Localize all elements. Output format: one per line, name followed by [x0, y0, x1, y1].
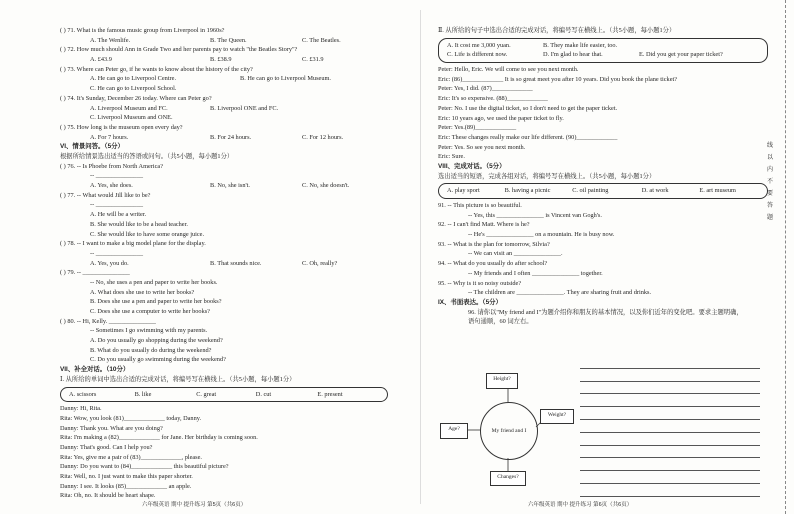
writing-lines: [580, 356, 760, 497]
dialogue-line: Rita: I'm making a (82)_____________ for Jane. Her birthday is coming soon.: [60, 434, 258, 442]
side-char: 线: [766, 143, 773, 149]
phrase-e: E. art museum: [699, 187, 736, 195]
option-c: C. The Beatles.: [302, 36, 341, 44]
option-a: A. Yes, she does.: [90, 182, 133, 190]
writing-line: [580, 458, 760, 471]
q75-options: [60, 133, 388, 143]
dialogue-line: Peter: Hello, Eric. We will come to see you next month.: [438, 66, 579, 74]
right-page: [438, 26, 768, 327]
q76: ( ) 76. -- Is Phoebe from North America?: [60, 162, 163, 170]
section-7-title: VII、补全对话。（10分）: [60, 366, 130, 374]
dialogue-line: Danny: That's good. Can I help you?: [60, 443, 153, 451]
dialogue-line: Danny: Do you want to (84)_____________ this beautiful picture?: [60, 463, 229, 471]
dialogue-line: Eric: It's so expensive. (88)_____________: [438, 95, 548, 103]
q77-option-c: C. She would like to have some orange juice.: [90, 230, 205, 238]
q93-answer: -- We can visit an _______________.: [468, 250, 563, 258]
dialogue-line: Danny: I see. It looks (85)_____________ an apple.: [60, 482, 192, 490]
q73-options: [60, 74, 388, 84]
q80-answer: -- Sometimes I go swimming with my parents.: [90, 327, 208, 335]
q79-answer: -- No, she uses a pen and paper to write her books.: [90, 278, 218, 286]
word-c: C. great: [196, 390, 217, 398]
q92-answer: -- He's _______________ on a mountain. He is busy now.: [468, 231, 615, 239]
q79-option-c: C. Does she use a computer to write her books?: [90, 308, 210, 316]
side-char: 题: [766, 215, 773, 221]
q75: ( ) 75. How long is the museum open every day?: [60, 123, 183, 131]
sentence-d: D. I'm glad to hear that.: [543, 51, 603, 59]
dialogue-line: Rita: Well, no. I just want to make this paper shorter.: [60, 473, 193, 481]
q95-answer: -- The children are _______________. They are sharing fruit and drinks.: [468, 289, 652, 297]
q74-option-c: C. Liverpool Museum and ONE.: [90, 114, 173, 122]
mind-node-changes: Changes?: [490, 471, 526, 486]
option-b: B. The Queen.: [210, 36, 247, 44]
q94: 94. -- What do you usually do after school?: [438, 260, 548, 268]
option-a: A. Liverpool Museum and FC.: [90, 104, 168, 112]
sentence-e: E. Did you get your paper ticket?: [639, 51, 723, 59]
page-divider: [420, 10, 421, 504]
mind-node-height: Height?: [486, 373, 518, 389]
q79-option-a: A. What does she use to write her books?: [90, 288, 195, 296]
writing-line: [580, 382, 760, 395]
dialogue-line: Eric: These changes really make our life different. (90)_____________: [438, 133, 618, 141]
q80-option-b: B. What do you usually do during the weekend?: [90, 346, 212, 354]
q96-requirement: 语句通顺，60 词左右。: [468, 318, 533, 326]
q77-option-b: B. She would like to be a head teacher.: [90, 220, 188, 228]
section-8-title: VIII、完成对话。（5分）: [438, 162, 506, 170]
dialogue-line: Peter: Yes.(89)_____________: [438, 124, 517, 132]
dialogue-line: Rita: Yes, give me a pair of (83)_____________, please.: [60, 453, 203, 461]
binding-warning: [764, 140, 776, 224]
word-a: A. scissors: [69, 390, 97, 398]
sentence-bank-box: [438, 38, 768, 63]
q80-option-c: C. Do you usually go swimming during the weekend?: [90, 356, 226, 364]
dialogue-line: Danny: Hi, Rita.: [60, 405, 102, 413]
option-c: C. £31.9: [302, 56, 324, 64]
writing-line: [580, 369, 760, 382]
side-char: 要: [766, 191, 773, 197]
footer-right: 六年级英语 期中 提升练习 第6页（共6页）: [528, 502, 633, 508]
option-b: B. Liverpool ONE and FC.: [210, 104, 279, 112]
option-b: B. He can go to Liverpool Museum.: [240, 75, 331, 83]
mind-node-center: My friend and I: [480, 402, 538, 460]
section-6-instructions: 根据所给情景选出适当的答语或问句。（共5小题，每小题1分）: [60, 153, 234, 161]
writing-line: [580, 420, 760, 433]
option-b: B. No, she isn't.: [210, 182, 250, 190]
footer-left: 六年级英语 期中 提升练习 第5页（共6页）: [142, 502, 247, 508]
dialogue-line: Eric: 10 years ago, we used the paper ticket to fly.: [438, 114, 564, 122]
phrase-bank-box: [438, 183, 768, 199]
q73: ( ) 73. Where can Peter go, if he wants to know about the history of the city?: [60, 65, 253, 73]
phrase-b: B. having a picnic: [504, 187, 551, 195]
dialogue-line: Rita: Oh, no. It should be heart shape.: [60, 492, 156, 500]
option-a: A. Yes, you do.: [90, 259, 129, 267]
dialogue-line: Peter: Yes, I did. (87)_____________: [438, 85, 533, 93]
q79-option-b: B. Does she use a pen and paper to write her books?: [90, 298, 222, 306]
word-bank-box: [60, 387, 388, 403]
dialogue-line: Rita: Wow, you look (81)_____________ today, Danny.: [60, 414, 202, 422]
mind-map: [438, 365, 578, 485]
writing-line: [580, 407, 760, 420]
option-a: A. The Wenlife.: [90, 36, 131, 44]
side-char: 内: [766, 167, 773, 173]
q78: ( ) 78. -- I want to make a big model plane for the display.: [60, 240, 206, 248]
q91: 91. -- This picture is so beautiful.: [438, 202, 522, 209]
option-b: B. £38.9: [210, 56, 232, 64]
option-c: C. For 12 hours.: [302, 133, 344, 141]
q77: ( ) 77. -- What would Jill like to be?: [60, 191, 151, 199]
sentence-c: C. Life is different now.: [447, 51, 508, 59]
word-b: B. like: [134, 390, 152, 398]
section-8-instructions: 选出适当的短语，完成各组对话，将编号写在横线上。（共5小题，每小题1分）: [438, 172, 656, 180]
word-e: E. present: [317, 390, 343, 398]
phrase-c: C. oil painting: [572, 187, 609, 195]
side-char: 不: [766, 179, 773, 185]
q96-prompt: 96. 请你以"My friend and I"为题介绍你和朋友的基本情况，以及你们近年的变化吧。要求主题明确，: [468, 308, 743, 316]
q73-option-c: C. He can go to Liverpool School.: [90, 85, 177, 93]
option-b: B. For 24 hours.: [210, 133, 252, 141]
q94-answer: -- My friends and I often _______________ together.: [468, 269, 603, 277]
writing-line: [580, 433, 760, 446]
mind-node-weight: Weight?: [540, 409, 574, 424]
q72-options: [60, 55, 388, 65]
left-page: [60, 26, 388, 501]
q76-options: [60, 181, 388, 191]
binding-dashed-line: [785, 0, 786, 514]
q92: 92. -- I can't find Matt. Where is he?: [438, 221, 530, 229]
q71-options: [60, 36, 388, 46]
q74: ( ) 74. It's Sunday, December 26 today. Where can Peter go?: [60, 94, 212, 102]
writing-line: [580, 446, 760, 459]
dialogue-line: Eric: (86)_____________ It is so great meet you after 10 years. Did you book the plane ticket?: [438, 75, 678, 83]
q72: ( ) 72. How much should Ann in Grade Two and her parents pay to watch "the Beatles Story"?: [60, 46, 298, 54]
q80: ( ) 80. -- Hi, Kelly. _______________: [60, 317, 156, 325]
section-7-part2-instructions: Ⅱ. 从所给的句子中选出合适的完成对话，将编号写在横线上。（共5小题，每小题1分）: [438, 27, 676, 34]
phrase-a: A. play sport: [447, 187, 480, 195]
option-c: C. Oh, really?: [302, 259, 338, 267]
q79: ( ) 79. -- _______________: [60, 269, 130, 277]
dialogue-line: Peter: Yes. So see you next month.: [438, 143, 526, 151]
writing-line: [580, 471, 760, 484]
q77-option-a: A. He will be a writer.: [90, 211, 147, 219]
section-6-title: VI、情景问答。（5分）: [60, 143, 124, 151]
q71: ( ) 71. What is the famous music group from Liverpool in 1960s?: [60, 27, 225, 34]
option-a: A. £43.9: [90, 56, 112, 64]
writing-line: [580, 484, 760, 497]
q95: 95. -- Why is it so noisy outside?: [438, 279, 522, 287]
section-9-title: IX、书面表达。（5分）: [438, 298, 502, 306]
sentence-b: B. They make life easier, too.: [543, 41, 618, 49]
q78-options: [60, 259, 388, 269]
mind-node-age: Age?: [440, 423, 468, 439]
dialogue-line: Danny: Thank you. What are you doing?: [60, 424, 163, 432]
q76-blank: -- _______________: [90, 172, 143, 180]
q91-answer: -- Yes, this _______________ is Vincent van Gogh's.: [468, 211, 602, 219]
writing-line: [580, 356, 760, 369]
dialogue-line: Peter: No. I use the digital ticket, so I don't need to get the paper ticket.: [438, 104, 618, 112]
option-a: A. He can go to Liverpool Centre.: [90, 75, 177, 83]
option-c: C. No, she doesn't.: [302, 182, 350, 190]
option-a: A. For 7 hours.: [90, 133, 129, 141]
phrase-d: D. at work: [641, 187, 669, 195]
q78-blank: -- _______________: [90, 249, 143, 257]
dialogue-line: Eric: Sure.: [438, 153, 465, 161]
side-char: 答: [766, 203, 773, 209]
side-char: 以: [766, 155, 773, 161]
option-b: B. That sounds nice.: [210, 259, 262, 267]
section-7-instructions: Ⅰ. 从所给的单词中选出合适的完成对话，将编号写在横线上。（共5小题，每小题1分）: [60, 375, 296, 383]
sentence-a: A. It cost me 3,000 yuan.: [447, 41, 511, 49]
q80-option-a: A. Do you usually go shopping during the weekend?: [90, 337, 223, 345]
q93: 93. -- What is the plan for tomorrow, Silvia?: [438, 240, 550, 248]
writing-line: [580, 394, 760, 407]
q74-options: [60, 104, 388, 114]
word-d: D. cut: [255, 390, 272, 398]
q77-blank: -- _______________: [90, 201, 143, 209]
